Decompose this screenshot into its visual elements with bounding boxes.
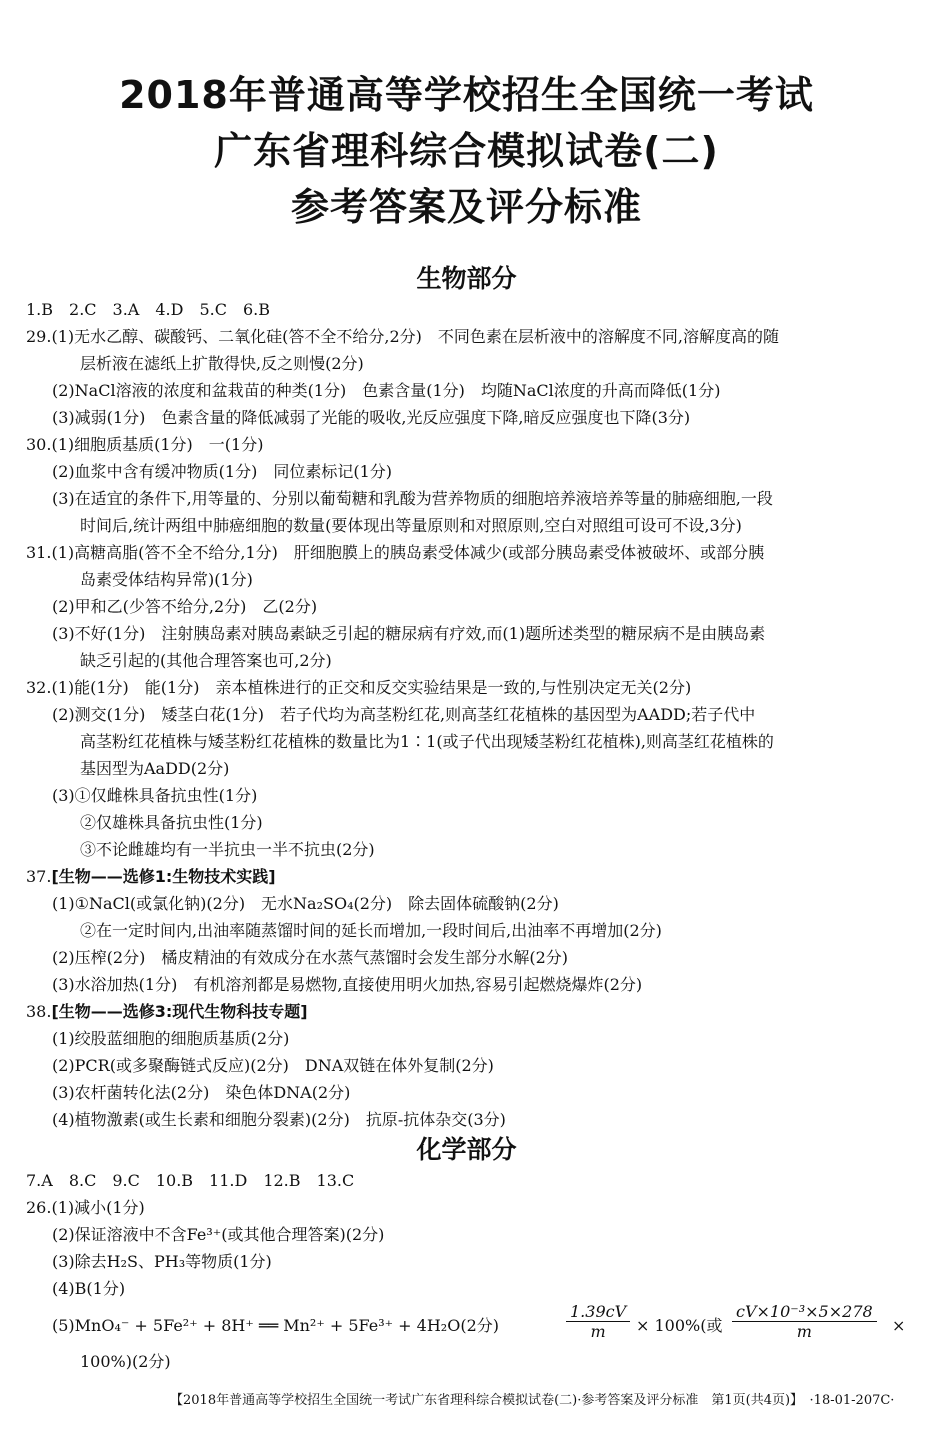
- bio-line: ②仅雄株具备抗虫性(1分): [80, 813, 263, 832]
- chem-line: (2)保证溶液中不含Fe³⁺(或其他合理答案)(2分): [52, 1225, 385, 1244]
- bio-line: 31.(1)高糖高脂(答不全不给分,1分) 肝细胞膜上的胰岛素受体减少(或部分胰岛素受体被破坏、或部分胰: [26, 543, 765, 562]
- bio-line: (2)测交(1分) 矮茎白花(1分) 若子代均为高茎粉红花,则高茎红花植株的基因型为AADD;若子代中: [52, 705, 756, 724]
- q37-topic: [生物——选修1:生物技术实践]: [51, 867, 276, 886]
- bio-line: 30.(1)细胞质基质(1分) 一(1分): [26, 435, 264, 454]
- page-footer: 【2018年普通高等学校招生全国统一考试广东省理科综合模拟试卷(二)·参考答案及评分标准 第1页(共4页)】 ·18-01-207C·: [170, 1393, 895, 1408]
- title-line-3: 参考答案及评分标准: [290, 185, 642, 229]
- chem-line: (4)B(1分): [52, 1279, 126, 1298]
- title-line-1: 2018年普通高等学校招生全国统一考试: [119, 73, 814, 117]
- q37-heading: [26, 867, 276, 887]
- chem-equation: (5)MnO₄⁻ + 5Fe²⁺ + 8H⁺ ══ Mn²⁺ + 5Fe³⁺ + 4H₂O(2分): [52, 1316, 500, 1335]
- bio-line: (2)NaCl溶液的浓度和盆栽苗的种类(1分) 色素含量(1分) 均随NaCl浓度的升高而降低(1分): [52, 381, 721, 400]
- bio-line: (1)绞股蓝细胞的细胞质基质(2分): [52, 1029, 290, 1048]
- bio-line: 高茎粉红花植株与矮茎粉红花植株的数量比为1∶1(或子代出现矮茎粉红花植株),则高茎红花植株的: [80, 732, 774, 751]
- chemistry-heading: 化学部分: [416, 1135, 517, 1164]
- chem-line: 26.(1)减小(1分): [26, 1198, 145, 1217]
- q38-topic: [生物——选修3:现代生物科技专题]: [51, 1002, 308, 1021]
- bio-line: 岛素受体结构异常)(1分): [80, 570, 253, 589]
- bio-line: ②在一定时间内,出油率随蒸馏时间的延长而增加,一段时间后,出油率不再增加(2分): [80, 921, 662, 940]
- bio-line: 1.B 2.C 3.A 4.D 5.C 6.B: [26, 300, 270, 319]
- chem-times-sign: ×: [892, 1316, 906, 1335]
- bio-line: (2)PCR(或多聚酶链式反应)(2分) DNA双链在体外复制(2分): [52, 1056, 494, 1075]
- bio-line: (3)水浴加热(1分) 有机溶剂都是易燃物,直接使用明火加热,容易引起燃烧爆炸(2分): [52, 975, 643, 994]
- q38-heading: [26, 1002, 308, 1022]
- q38-number: 38.: [26, 1002, 52, 1021]
- bio-line: (3)农杆菌转化法(2分) 染色体DNA(2分): [52, 1083, 351, 1102]
- bio-line: (3)①仅雌株具备抗虫性(1分): [52, 786, 258, 805]
- fraction-1: [566, 1302, 630, 1341]
- biology-heading: 生物部分: [416, 264, 517, 293]
- fraction-1-denominator: m: [590, 1322, 606, 1341]
- chem-times-text: × 100%(或: [636, 1316, 723, 1335]
- bio-line: (2)压榨(2分) 橘皮精油的有效成分在水蒸气蒸馏时会发生部分水解(2分): [52, 948, 568, 967]
- q37-number: 37.: [26, 867, 52, 886]
- bio-line: (4)植物激素(或生长素和细胞分裂素)(2分) 抗原-抗体杂交(3分): [52, 1110, 506, 1129]
- fraction-2-denominator: m: [796, 1322, 812, 1341]
- fraction-2-numerator: cV×10⁻³×5×278: [732, 1302, 877, 1322]
- bio-line: 基因型为AaDD(2分): [80, 759, 230, 778]
- bio-line: 32.(1)能(1分) 能(1分) 亲本植株进行的正交和反交实验结果是一致的,与性别决定无关(2分): [26, 678, 692, 697]
- bio-line: (3)在适宜的条件下,用等量的、分别以葡萄糖和乳酸为营养物质的细胞培养液培养等量的肺癌细胞,一段: [52, 489, 773, 508]
- bio-line: 层析液在滤纸上扩散得快,反之则慢(2分): [80, 354, 364, 373]
- bio-line: (2)血浆中含有缓冲物质(1分) 同位素标记(1分): [52, 462, 392, 481]
- bio-line: (2)甲和乙(少答不给分,2分) 乙(2分): [52, 597, 318, 616]
- chem-line: 100%)(2分): [80, 1352, 171, 1371]
- bio-line: (3)减弱(1分) 色素含量的降低减弱了光能的吸收,光反应强度下降,暗反应强度也下降(3分): [52, 408, 691, 427]
- bio-line: ③不论雌雄均有一半抗虫一半不抗虫(2分): [80, 840, 375, 859]
- bio-line: (1)①NaCl(或氯化钠)(2分) 无水Na₂SO₄(2分) 除去固体硫酸钠(2分): [52, 894, 559, 913]
- fraction-1-numerator: 1.39cV: [566, 1302, 630, 1322]
- title-line-2: 广东省理科综合模拟试卷(二): [214, 129, 719, 173]
- chem-line: 7.A 8.C 9.C 10.B 11.D 12.B 13.C: [26, 1171, 355, 1190]
- bio-line: 时间后,统计两组中肺癌细胞的数量(要体现出等量原则和对照原则,空白对照组可设可不设,3分): [80, 516, 742, 535]
- fraction-2: [732, 1302, 877, 1341]
- bio-line: (3)不好(1分) 注射胰岛素对胰岛素缺乏引起的糖尿病有疗效,而(1)题所述类型的糖尿病不是由胰岛素: [52, 624, 766, 643]
- chem-line: (3)除去H₂S、PH₃等物质(1分): [52, 1252, 272, 1271]
- bio-line: 29.(1)无水乙醇、碳酸钙、二氧化硅(答不全不给分,2分) 不同色素在层析液中的溶解度不同,溶解度高的随: [26, 327, 779, 346]
- bio-line: 缺乏引起的(其他合理答案也可,2分): [80, 651, 332, 670]
